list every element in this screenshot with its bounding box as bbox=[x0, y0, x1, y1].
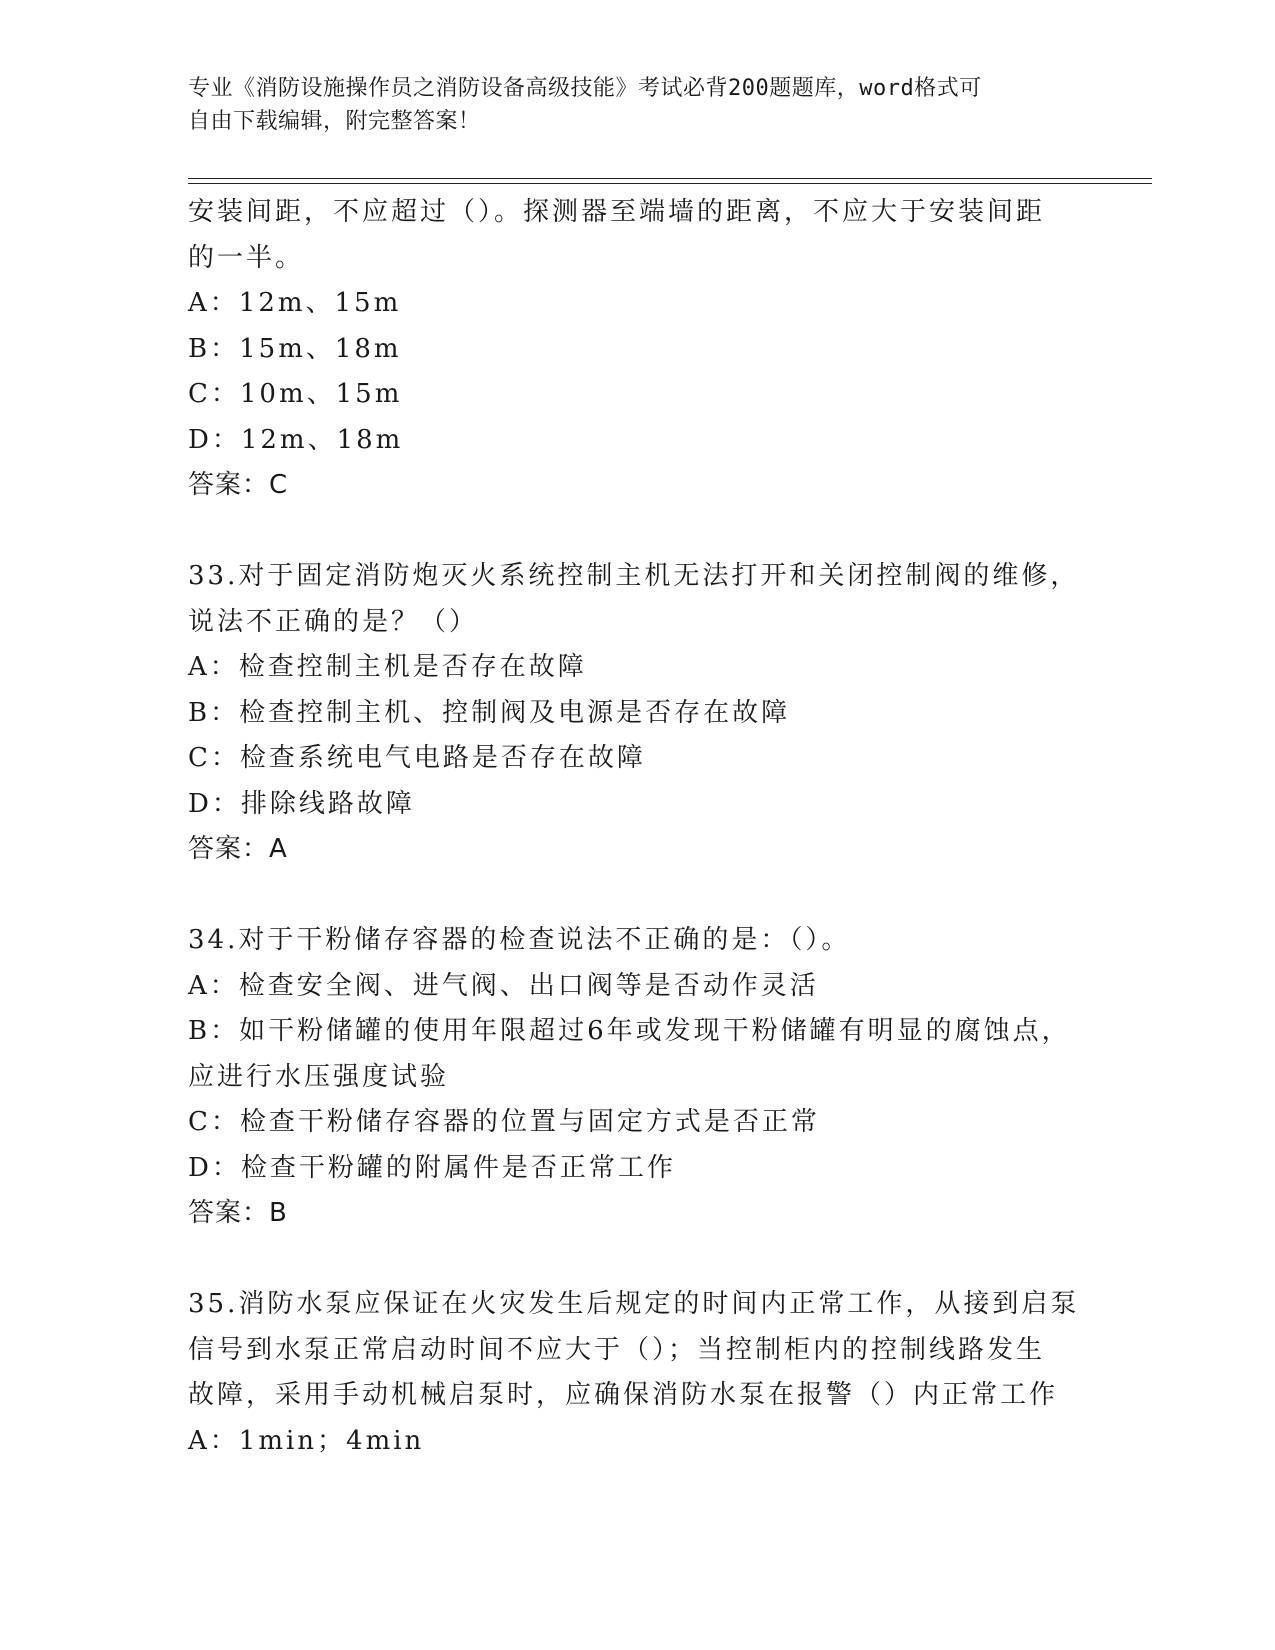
header-divider-top bbox=[188, 178, 1152, 179]
option-b: B：检查控制主机、控制阀及电源是否存在故障 bbox=[188, 697, 791, 728]
question-32-continued bbox=[188, 190, 1088, 509]
option-d: D：排除线路故障 bbox=[188, 788, 415, 819]
question-text: 说法不正确的是？（） bbox=[188, 606, 479, 637]
option-c: C：10m、15m bbox=[188, 379, 403, 409]
header-title-line-2: 自由下载编辑，附完整答案！ bbox=[188, 109, 481, 134]
option-c: C：检查系统电气电路是否存在故障 bbox=[188, 743, 646, 773]
option-d: D：检查干粉罐的附属件是否正常工作 bbox=[188, 1152, 676, 1183]
question-35 bbox=[188, 1282, 1088, 1464]
question-content bbox=[188, 190, 1088, 1464]
option-b: B：15m、18m bbox=[188, 333, 402, 364]
question-text: 33.对于固定消防炮灭火系统控制主机无法打开和关闭控制阀的维修， bbox=[188, 561, 1080, 591]
question-text: 的一半。 bbox=[188, 242, 305, 273]
option-a: A：检查安全阀、进气阀、出口阀等是否动作灵活 bbox=[188, 970, 819, 1001]
answer: 答案：A bbox=[188, 834, 288, 864]
option-a: A：1min；4min bbox=[188, 1425, 425, 1456]
option-a: A：检查控制主机是否存在故障 bbox=[188, 652, 587, 682]
question-text: 安装间距，不应超过（）。探测器至端墙的距离，不应大于安装间距 bbox=[188, 197, 1046, 227]
question-text: 故障，采用手动机械启泵时，应确保消防水泵在报警（）内正常工作 bbox=[188, 1380, 1059, 1410]
question-34 bbox=[188, 918, 1088, 1237]
question-text: 34.对于干粉储存容器的检查说法不正确的是：（）。 bbox=[188, 925, 851, 955]
header-divider-bottom bbox=[188, 183, 1152, 184]
question-text: 信号到水泵正常启动时间不应大于（）；当控制柜内的控制线路发生 bbox=[188, 1334, 1046, 1365]
option-d: D：12m、18m bbox=[188, 424, 404, 455]
question-33 bbox=[188, 554, 1088, 873]
question-text: 35.消防水泵应保证在火灾发生后规定的时间内正常工作，从接到启泵 bbox=[188, 1289, 1080, 1319]
spacer bbox=[188, 1237, 1088, 1283]
answer: 答案：B bbox=[188, 1198, 288, 1228]
document-header bbox=[188, 72, 1088, 138]
option-c: C：检查干粉储存容器的位置与固定方式是否正常 bbox=[188, 1107, 820, 1137]
option-b-continued: 应进行水压强度试验 bbox=[188, 1061, 450, 1092]
spacer bbox=[188, 873, 1088, 919]
header-title-line-1: 专业《消防设施操作员之消防设备高级技能》考试必背200题题库，word格式可 bbox=[188, 76, 982, 101]
option-b: B：如干粉储罐的使用年限超过6年或发现干粉储罐有明显的腐蚀点， bbox=[188, 1016, 1071, 1046]
answer: 答案：C bbox=[188, 470, 289, 500]
spacer bbox=[188, 509, 1088, 555]
option-a: A：12m、15m bbox=[188, 288, 402, 318]
